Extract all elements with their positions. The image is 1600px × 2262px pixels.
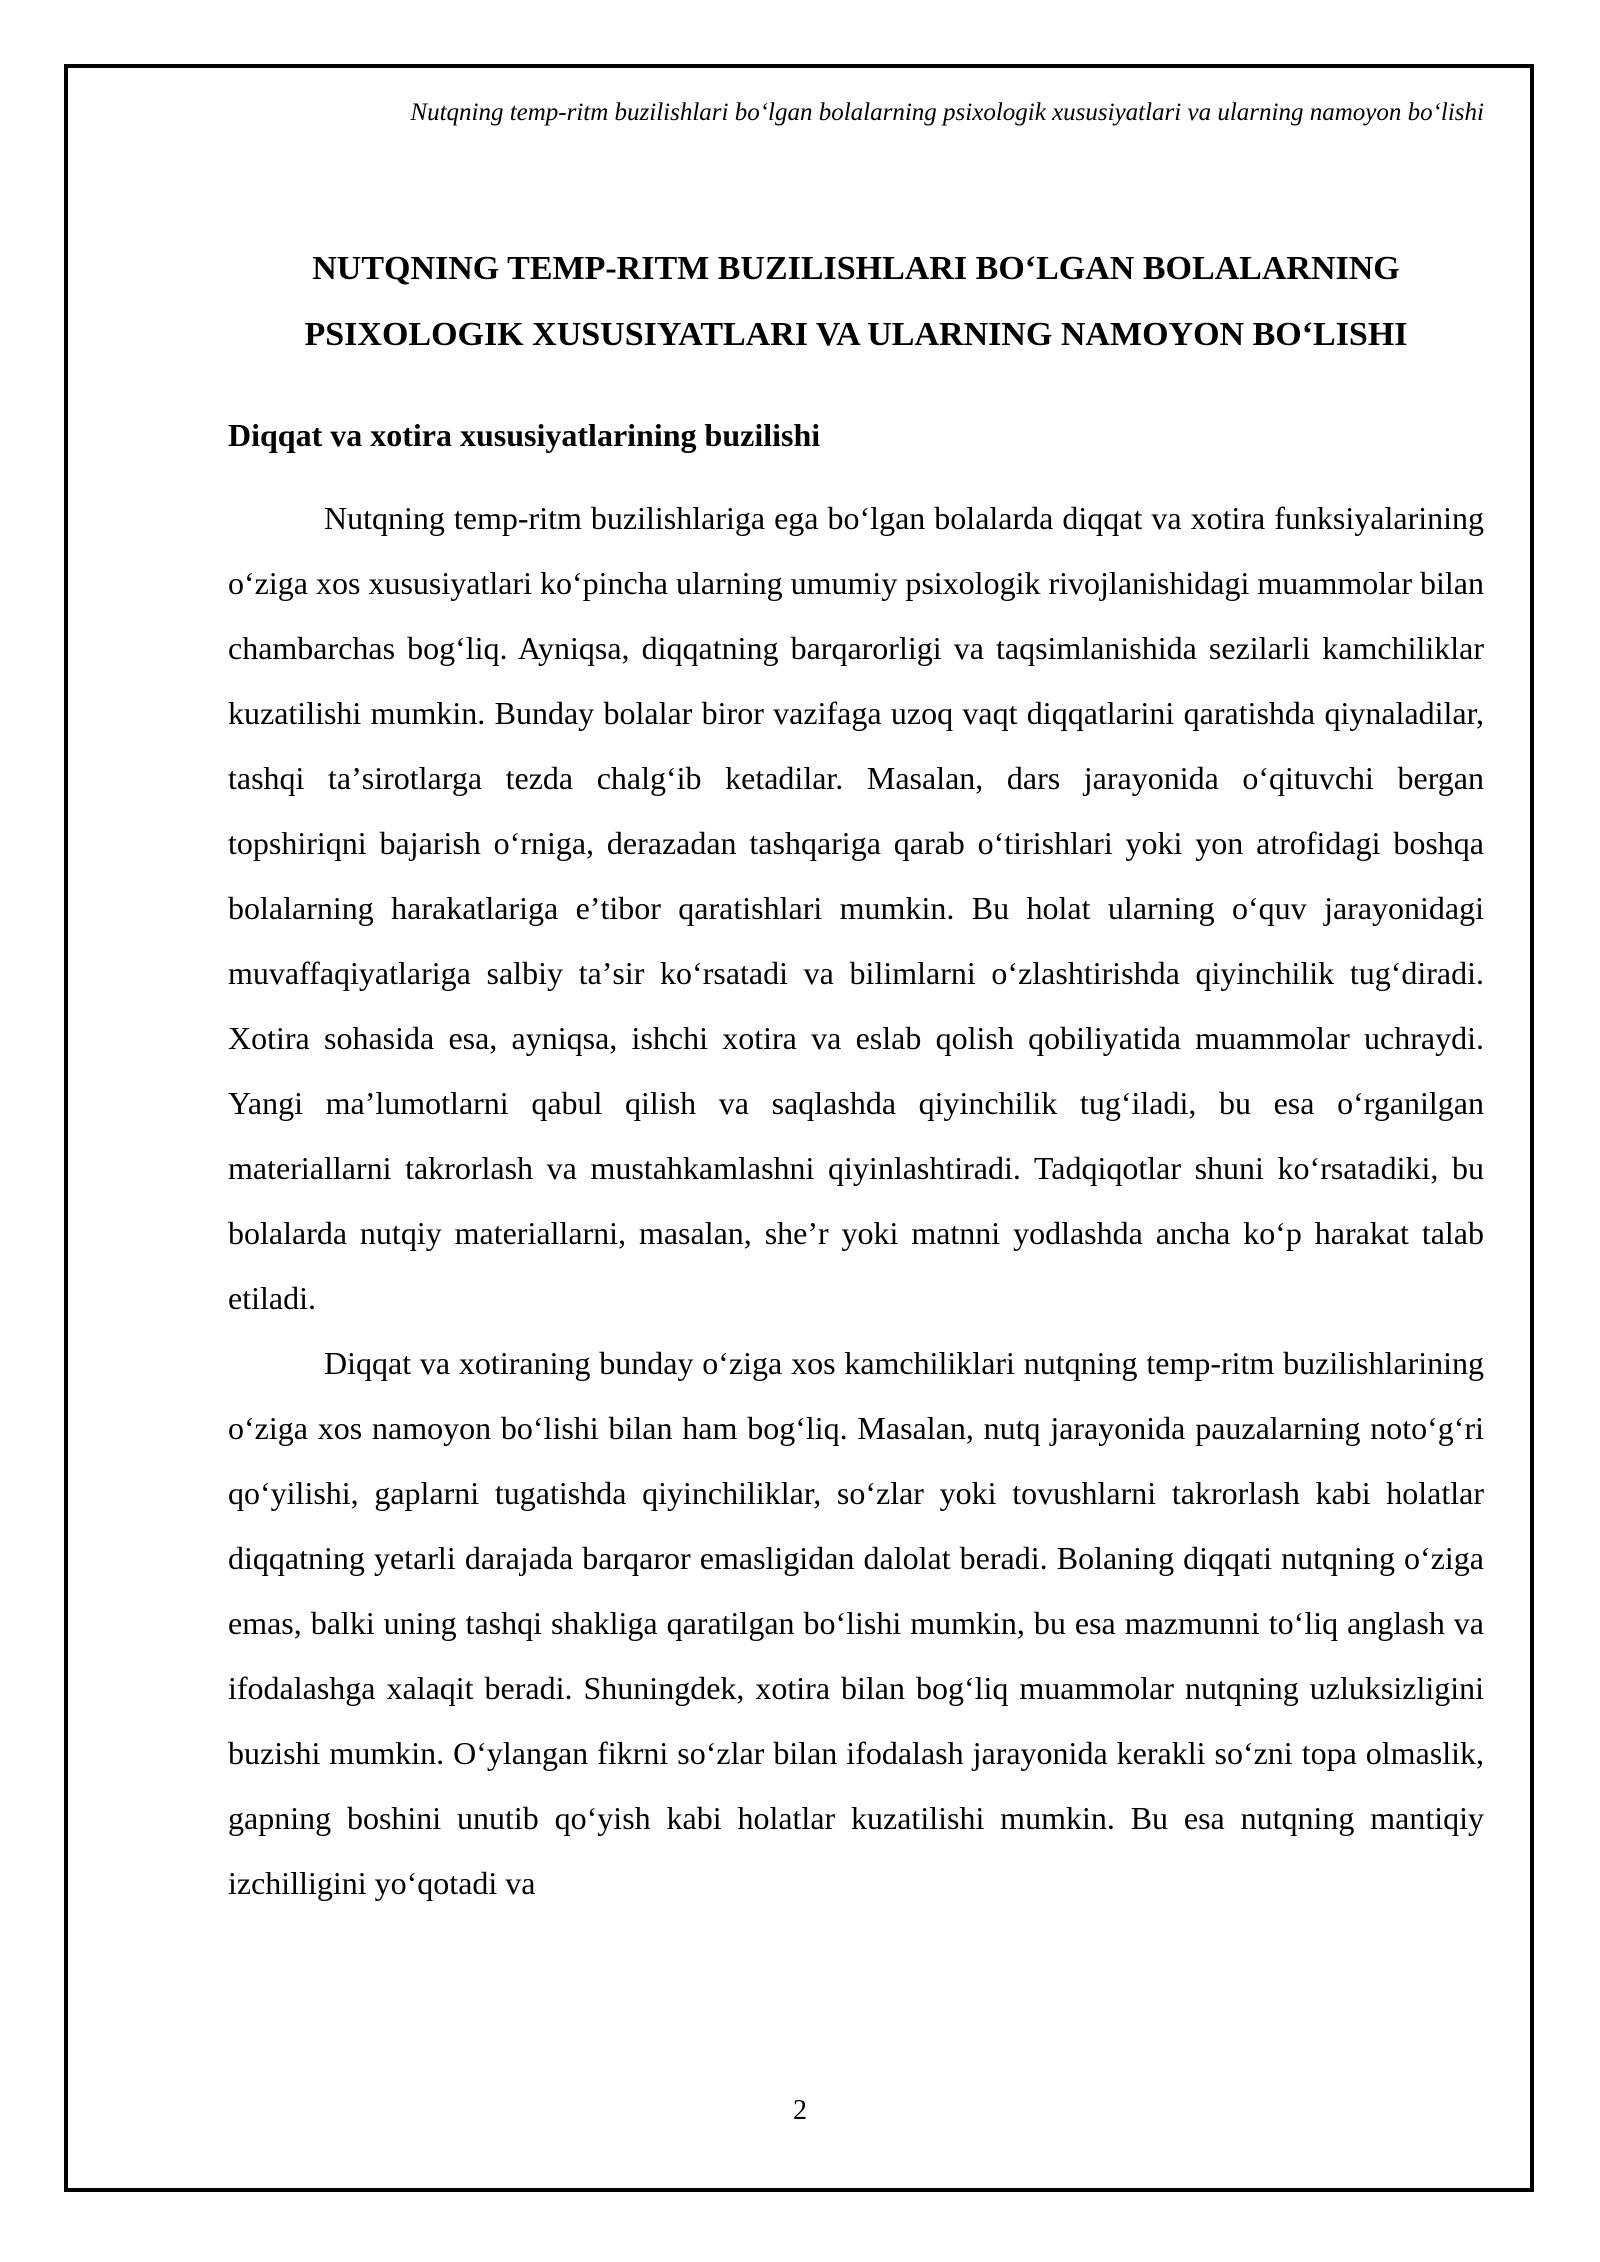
section-heading: Diqqat va xotira xususiyatlarining buzilishi (228, 417, 821, 453)
title-line-1: NUTQNING TEMP-RITM BUZILISHLARI BOʻLGAN BOLALARNING (312, 250, 1400, 287)
running-header: Nutqning temp-ritm buzilishlari boʻlgan bolalarning psixologik xususiyatlari va ularning namoyon boʻlishi (410, 99, 1484, 126)
page-number: 2 (793, 2095, 807, 2126)
paragraph: Diqqat va xotiraning bunday oʻziga xos kamchiliklari nutqning temp-ritm buzilishlarining oʻziga xos namoyon boʻlishi bilan ham bogʻliq. Masalan, nutq jarayonida pauzalarning notoʻgʻri qoʻyilishi, gaplarni tugatishda qiyinchiliklar, soʻzlar yoki tovushlarni takrorlash kabi holatlar diqqatning yetarli darajada barqaror emasligidan dalolat beradi. Bolaning diqqati nutqning oʻziga emas, balki uning tashqi shakliga qaratilgan boʻlishi mumkin, bu esa mazmunni toʻliq anglash va ifodalashga xalaqit beradi. Shuningdek, xotira bilan bogʻliq muammolar nutqning uzluksizligini buzishi mumkin. Oʻylangan fikrni soʻzlar bilan ifodalash jarayonida kerakli soʻzni topa olmaslik, gapning boshini unutib qoʻyish kabi holatlar kuzatilishi mumkin. Bu esa nutqning mantiqiy izchilligini yoʻqotadi va (228, 1345, 1484, 1901)
paragraph: Nutqning temp-ritm buzilishlariga ega boʻlgan bolalarda diqqat va xotira funksiyalarining oʻziga xos xususiyatlari koʻpincha ularning umumiy psixologik rivojlanishidagi muammolar bilan chambarchas bogʻliq. Ayniqsa, diqqatning barqarorligi va taqsimlanishida sezilarli kamchiliklar kuzatilishi mumkin. Bunday bolalar biror vazifaga uzoq vaqt diqqatlarini qaratishda qiynaladilar, tashqi taʼsirotlarga tezda chalgʻib ketadilar. Masalan, dars jarayonida oʻqituvchi bergan topshiriqni bajarish oʻrniga, derazadan tashqariga qarab oʻtirishlari yoki yon atrofidagi boshqa bolalarning harakatlariga eʼtibor qaratishlari mumkin. Bu holat ularning oʻquv jarayonidagi muvaffaqiyatlariga salbiy taʼsir koʻrsatadi va bilimlarni oʻzlashtirishda qiyinchilik tugʻdiradi. Xotira sohasida esa, ayniqsa, ishchi xotira va eslab qolish qobiliyatida muammolar uchraydi. Yangi maʼlumotlarni qabul qilish va saqlashda qiyinchilik tugʻiladi, bu esa oʻrganilgan materiallarni takrorlash va mustahkamlashni qiyinlashtiradi. Tadqiqotlar shuni koʻrsatadiki, bu bolalarda nutqiy materiallarni, masalan, sheʼr yoki matnni yodlashda ancha koʻp harakat talab etiladi. (228, 500, 1484, 1316)
title-line-2: PSIXOLOGIK XUSUSIYATLARI VA ULARNING NAMOYON BOʻLISHI (304, 316, 1408, 353)
body-text (228, 486, 1484, 1916)
document-title (228, 236, 1484, 368)
